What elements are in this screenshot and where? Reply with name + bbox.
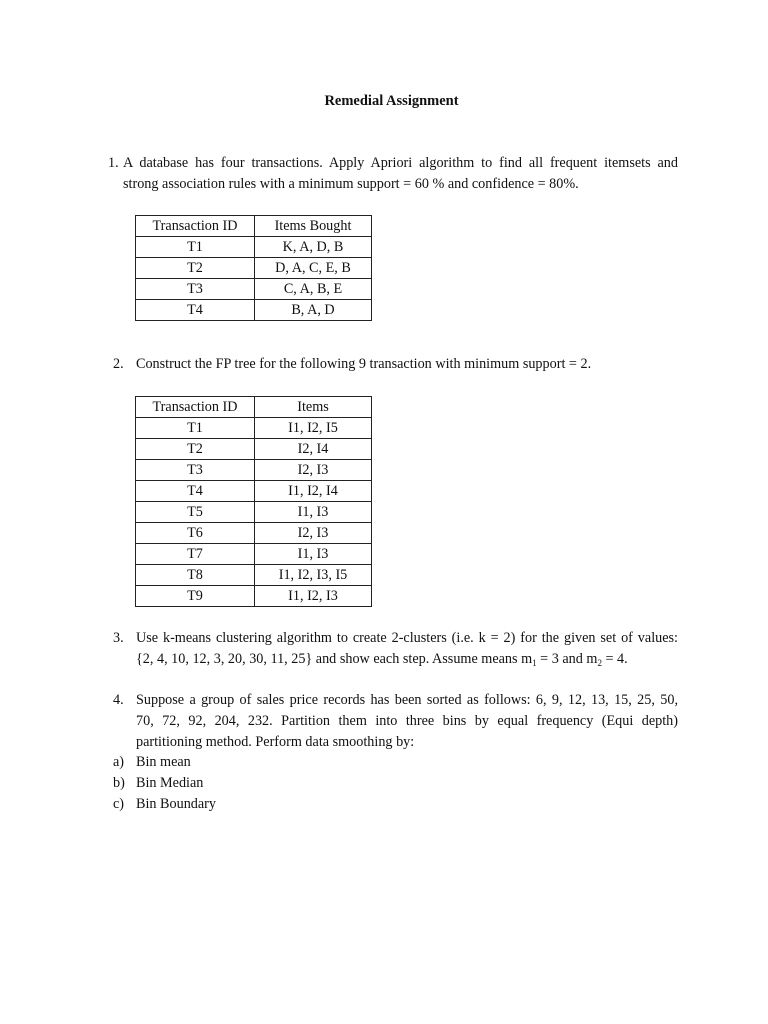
- table-row: [136, 544, 372, 565]
- question-number: 4.: [113, 692, 124, 708]
- table-cell: I2, I3: [255, 460, 372, 481]
- table-cell: C, A, B, E: [255, 279, 372, 300]
- table-cell: K, A, D, B: [255, 237, 372, 258]
- list-item: [113, 794, 413, 815]
- text-line: strong association rules with a minimum support = 60 % and confidence = 80%.: [123, 176, 579, 192]
- table-cell: T2: [136, 439, 255, 460]
- subscript: 1: [532, 658, 537, 668]
- table-cell: B, A, D: [255, 300, 372, 321]
- smoothing-methods-list: [113, 752, 413, 815]
- table-row: [136, 481, 372, 502]
- transactions-table-1: [135, 215, 372, 321]
- column-header: Transaction ID: [136, 216, 255, 237]
- table-cell: T4: [136, 481, 255, 502]
- table-row: [136, 279, 372, 300]
- table-cell: D, A, C, E, B: [255, 258, 372, 279]
- text-segment: = 4.: [601, 651, 628, 667]
- table-cell: I1, I3: [255, 502, 372, 523]
- table-header-row: [136, 397, 372, 418]
- column-header: Items: [255, 397, 372, 418]
- table-row: [136, 258, 372, 279]
- transactions-table-2: [135, 396, 372, 607]
- table-row: [136, 586, 372, 607]
- table-cell: T1: [136, 418, 255, 439]
- question-number: 3.: [113, 630, 124, 646]
- table-cell: I1, I3: [255, 544, 372, 565]
- question-text: [123, 153, 678, 195]
- table-cell: I2, I3: [255, 523, 372, 544]
- table-cell: I1, I2, I5: [255, 418, 372, 439]
- question-text: [136, 628, 678, 670]
- table-cell: T9: [136, 586, 255, 607]
- column-header: Transaction ID: [136, 397, 255, 418]
- list-item-label: b): [113, 775, 125, 791]
- text-segment: = 3 and m: [536, 651, 598, 667]
- text-line: Use k-means clustering algorithm to create 2-clusters (i.e. k = 2) for the given set of values:: [136, 630, 678, 646]
- table-row: [136, 300, 372, 321]
- text-line: partitioning method. Perform data smoothing by:: [136, 734, 415, 750]
- table-row: [136, 418, 372, 439]
- table-cell: I1, I2, I4: [255, 481, 372, 502]
- table-cell: T2: [136, 258, 255, 279]
- question-text: [136, 354, 678, 375]
- table-row: [136, 523, 372, 544]
- text-line: A database has four transactions. Apply Apriori algorithm to find all frequent itemsets and: [123, 155, 678, 171]
- table-row: [136, 502, 372, 523]
- table-cell: T3: [136, 279, 255, 300]
- table-row: [136, 565, 372, 586]
- subscript: 2: [597, 658, 602, 668]
- table-cell: T3: [136, 460, 255, 481]
- table-cell: T4: [136, 300, 255, 321]
- table-cell: T6: [136, 523, 255, 544]
- column-header: Items Bought: [255, 216, 372, 237]
- table-row: [136, 460, 372, 481]
- question-number: 1.: [108, 155, 119, 171]
- text-segment: {2, 4, 10, 12, 3, 20, 30, 11, 25} and show each step. Assume means m: [136, 651, 533, 667]
- question-text: [136, 690, 678, 753]
- page-title: Remedial Assignment: [324, 93, 459, 109]
- list-item-text: Bin Boundary: [136, 796, 216, 812]
- list-item: [113, 752, 413, 773]
- table-header-row: [136, 216, 372, 237]
- list-item-label: a): [113, 754, 125, 770]
- list-item-label: c): [113, 796, 125, 812]
- table-cell: T8: [136, 565, 255, 586]
- list-item-text: Bin Median: [136, 775, 204, 791]
- table-row: [136, 237, 372, 258]
- table-row: [136, 439, 372, 460]
- table-cell: I1, I2, I3: [255, 586, 372, 607]
- table-cell: T1: [136, 237, 255, 258]
- table-cell: T7: [136, 544, 255, 565]
- text-line: Construct the FP tree for the following 9 transaction with minimum support = 2.: [136, 356, 592, 372]
- list-item: [113, 773, 413, 794]
- question-number: 2.: [113, 356, 124, 372]
- text-line: 70, 72, 92, 204, 232. Partition them into three bins by equal frequency (Equi depth): [136, 713, 678, 729]
- list-item-text: Bin mean: [136, 754, 191, 770]
- text-line: Suppose a group of sales price records has been sorted as follows: 6, 9, 12, 13, 15, 25, 50,: [136, 692, 678, 708]
- text-line: [136, 649, 678, 670]
- table-cell: I2, I4: [255, 439, 372, 460]
- table-cell: T5: [136, 502, 255, 523]
- table-cell: I1, I2, I3, I5: [255, 565, 372, 586]
